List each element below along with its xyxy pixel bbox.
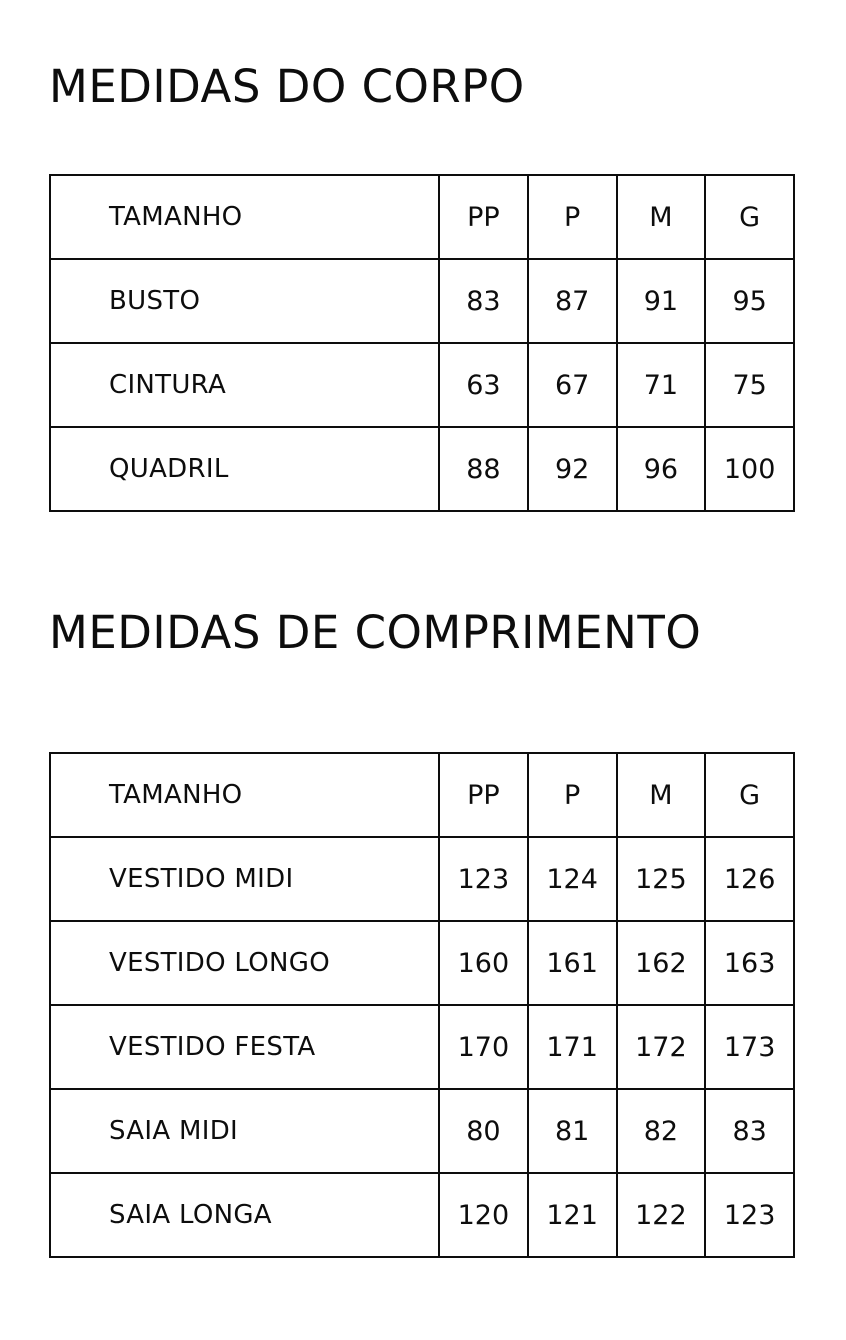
header-size-cell: P bbox=[528, 753, 617, 837]
row-label-cell: VESTIDO FESTA bbox=[50, 1005, 439, 1089]
row-label-cell: QUADRIL bbox=[50, 427, 439, 511]
value-cell: 172 bbox=[617, 1005, 706, 1089]
length-measurements-title: MEDIDAS DE COMPRIMENTO bbox=[49, 606, 702, 659]
table-row bbox=[50, 1173, 794, 1257]
row-label-cell: VESTIDO LONGO bbox=[50, 921, 439, 1005]
body-measurements-table bbox=[49, 174, 795, 512]
value-cell: 80 bbox=[439, 1089, 528, 1173]
value-cell: 83 bbox=[705, 1089, 794, 1173]
header-size-cell: M bbox=[617, 753, 706, 837]
value-cell: 161 bbox=[528, 921, 617, 1005]
row-label-cell: SAIA LONGA bbox=[50, 1173, 439, 1257]
table-header-row bbox=[50, 175, 794, 259]
table-row bbox=[50, 259, 794, 343]
value-cell: 170 bbox=[439, 1005, 528, 1089]
row-label-cell: SAIA MIDI bbox=[50, 1089, 439, 1173]
value-cell: 81 bbox=[528, 1089, 617, 1173]
value-cell: 163 bbox=[705, 921, 794, 1005]
table-row bbox=[50, 837, 794, 921]
header-size-cell: G bbox=[705, 753, 794, 837]
table-row bbox=[50, 921, 794, 1005]
header-size-cell: PP bbox=[439, 753, 528, 837]
row-label-cell: BUSTO bbox=[50, 259, 439, 343]
value-cell: 160 bbox=[439, 921, 528, 1005]
value-cell: 125 bbox=[617, 837, 706, 921]
table-header-row bbox=[50, 753, 794, 837]
header-size-cell: M bbox=[617, 175, 706, 259]
table-row bbox=[50, 1089, 794, 1173]
value-cell: 122 bbox=[617, 1173, 706, 1257]
table-row bbox=[50, 343, 794, 427]
value-cell: 67 bbox=[528, 343, 617, 427]
value-cell: 95 bbox=[705, 259, 794, 343]
value-cell: 100 bbox=[705, 427, 794, 511]
header-label-cell: TAMANHO bbox=[50, 753, 439, 837]
value-cell: 120 bbox=[439, 1173, 528, 1257]
value-cell: 126 bbox=[705, 837, 794, 921]
value-cell: 82 bbox=[617, 1089, 706, 1173]
header-size-cell: P bbox=[528, 175, 617, 259]
header-size-cell: PP bbox=[439, 175, 528, 259]
value-cell: 92 bbox=[528, 427, 617, 511]
value-cell: 123 bbox=[439, 837, 528, 921]
value-cell: 91 bbox=[617, 259, 706, 343]
value-cell: 75 bbox=[705, 343, 794, 427]
value-cell: 96 bbox=[617, 427, 706, 511]
row-label-cell: CINTURA bbox=[50, 343, 439, 427]
table-row bbox=[50, 1005, 794, 1089]
value-cell: 83 bbox=[439, 259, 528, 343]
value-cell: 171 bbox=[528, 1005, 617, 1089]
value-cell: 124 bbox=[528, 837, 617, 921]
value-cell: 123 bbox=[705, 1173, 794, 1257]
row-label-cell: VESTIDO MIDI bbox=[50, 837, 439, 921]
value-cell: 162 bbox=[617, 921, 706, 1005]
header-size-cell: G bbox=[705, 175, 794, 259]
body-measurements-title: MEDIDAS DO CORPO bbox=[49, 60, 525, 113]
value-cell: 88 bbox=[439, 427, 528, 511]
value-cell: 71 bbox=[617, 343, 706, 427]
table-row bbox=[50, 427, 794, 511]
value-cell: 63 bbox=[439, 343, 528, 427]
header-label-cell: TAMANHO bbox=[50, 175, 439, 259]
value-cell: 173 bbox=[705, 1005, 794, 1089]
length-measurements-table bbox=[49, 752, 795, 1258]
value-cell: 87 bbox=[528, 259, 617, 343]
value-cell: 121 bbox=[528, 1173, 617, 1257]
